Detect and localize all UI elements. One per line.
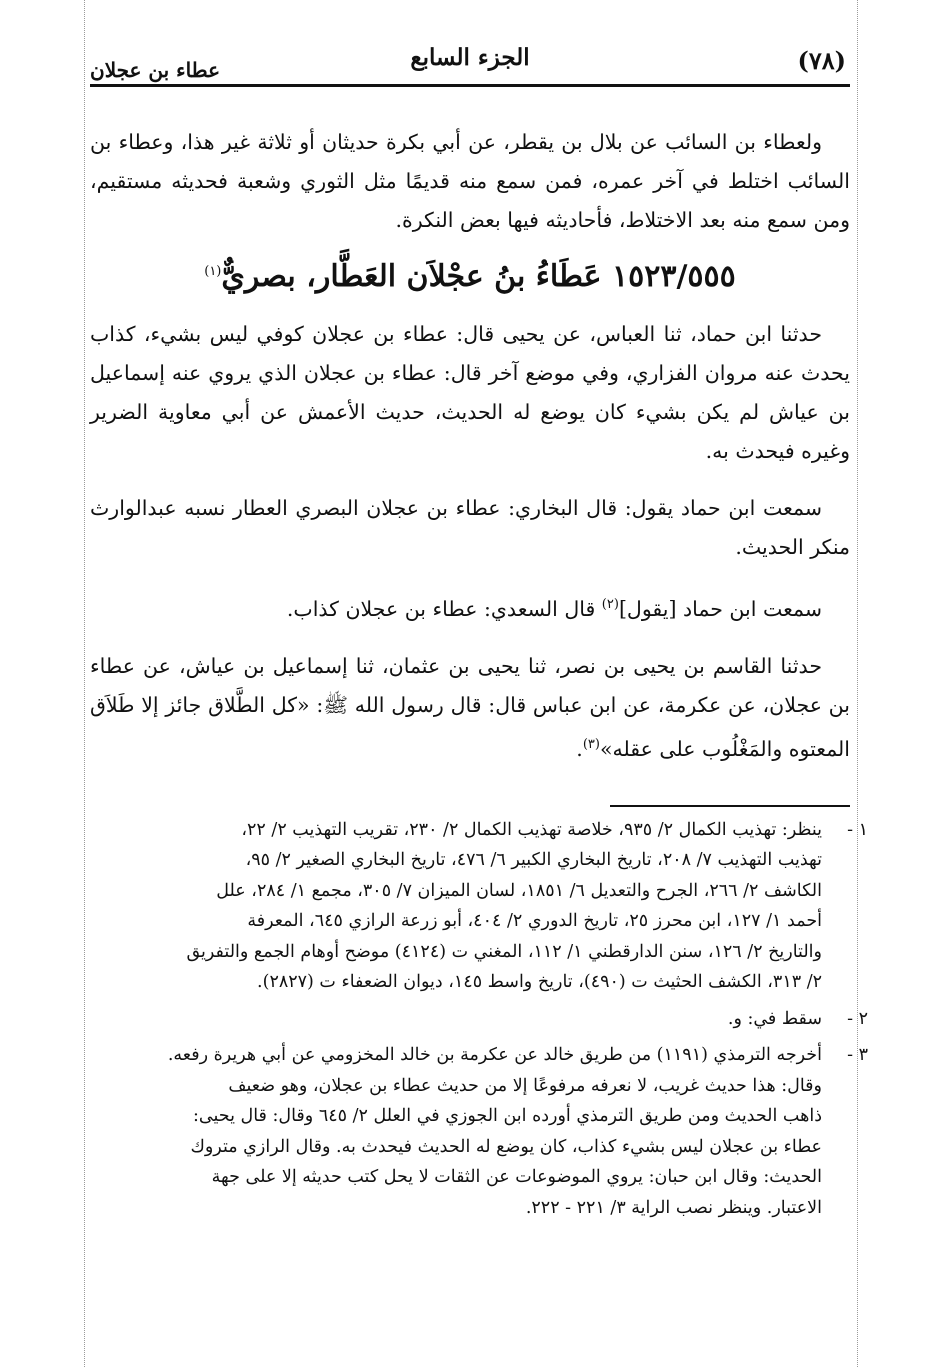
hadith-paragraph: حدثنا القاسم بن يحيى بن نصر، ثنا يحيى بن عثمان، ثنا إسماعيل بن عياش، عن عطاء بن عجلان، عن عكرمة، عن ابن عباس قال: قال رسول الله ﷺ: «كل الطَّلاق جائز إلا طَلاَق المعتوه والمَغْلُوب على عقله»$^{(٣)}$. xyxy=(90,653,850,761)
footnote-number: ٣ - xyxy=(847,1045,868,1066)
paragraph: سمعت ابن حماد [يقول]$^{(٢)}$ قال السعدي: عطاء بن عجلان كذاب. xyxy=(286,596,822,621)
entry-heading-text: ١٥٢٣/٥٥٥ عَطَاءُ بنُ عجْلاَن العَطَّار، بصريٌّ xyxy=(221,259,736,294)
volume-title: الجزء السابع xyxy=(410,44,530,71)
footnote-marker: (٢) xyxy=(601,597,619,612)
page-header xyxy=(90,40,850,87)
paragraph: سمعت ابن حماد يقول: قال البخاري: عطاء بن عجلان البصري العطار نسبه عبدالوارث منكر الحديث. xyxy=(90,496,850,559)
footnote-number: ٢ - xyxy=(847,1008,868,1029)
footnotes xyxy=(90,815,868,1224)
intro-paragraph: ولعطاء بن السائب عن بلال بن يقطر، عن أبي بكرة حديثان أو ثلاثة غير هذا، وعطاء بن السائب اختلط في آخر عمره، فمن سمع منه قديمًا مثل الثوري وشعبة فحديثه مستقيم، ومن سمع منه بعد الاختلاط، فأحاديثه فيها بعض النكرة. xyxy=(90,130,850,232)
paragraph: حدثنا ابن حماد، ثنا العباس، عن يحيى قال: عطاء بن عجلان كوفي ليس بشيء، كذاب يحدث عنه مروان الفزاري، وفي موضع آخر قال: عطاء بن عجلان الذي يروي عنه إسماعيل بن عياش لم يكن بشيء كان يوضع له الحديث، حديث الأعمش عن أبي معاوية الضرير وغيره فيحدث به. xyxy=(90,322,850,463)
scan-margin-line-right xyxy=(857,0,858,1367)
main-text xyxy=(90,123,850,769)
footnote: ٢ - سقط في: و. xyxy=(90,1004,850,1035)
book-page xyxy=(90,40,868,1229)
page-number: (٧٨) xyxy=(797,46,846,75)
footnote: ١ - ينظر: تهذيب الكمال ٢/ ٩٣٥، خلاصة تهذيب الكمال ٢/ ٢٣٠، تقريب التهذيب ٢/ ٢٢، تهذيب التهذيب ٧/ ٢٠٨، تاريخ البخاري الكبير ٦/ ٤٧٦، تاريخ البخاري الصغير ٢/ ٩٥، الكاشف ٢/ ٢٦٦، الجرح والتعديل ٦/ ١٨٥١، لسان الميزان ٧/ ٣٠٥، مجمع ١/ ٢٨٤، علل أحمد ١/ ١٢٧، ابن محرز ٢٥، تاريخ الدوري ٢/ ٤٠٤، أبو زرعة الرازي ٦٤٥، المعرفة والتاريخ ٢/ ١٢٦، سنن الدارقطني ١/ ١١٢، المغني ت (٤١٢٤) موضح أوهام الجمع والتفريق ٢/ ٣١٣، الكشف الحثيث ت (٤٩٠)، تاريخ واسط ١٤٥، ديوان الضعفاء ت (٢٨٢٧). xyxy=(90,815,850,998)
entry-heading xyxy=(90,252,850,297)
footnote-divider xyxy=(610,805,850,807)
footnote-marker: (١) xyxy=(204,264,222,279)
footnote-number: ١ - xyxy=(847,819,868,840)
scan-margin-line-left xyxy=(84,0,85,1367)
footnote-marker: (٣) xyxy=(582,736,600,752)
running-title: عطاء بن عجلان xyxy=(90,58,221,82)
footnote: ٣ - أخرجه الترمذي (١١٩١) من طريق خالد عن عكرمة بن خالد المخزومي عن أبي هريرة رفعه. وقال: هذا حديث غريب، لا نعرفه مرفوعًا إلا من حديث عطاء بن عجلان، وهو ضعيف ذاهب الحديث ومن طريق الترمذي أورده ابن الجوزي في العلل ٢/ ٦٤٥ وقال: قال يحيى: عطاء بن عجلان ليس بشيء كذاب، كان يوضع له الحديث فيحدث به. وقال الرازي متروك الحديث: وقال ابن حبان: يروي الموضوعات عن الثقات لا يحل كتب حديثه إلا على جهة الاعتبار. وينظر نصب الراية ٣/ ٢٢١ - ٢٢٢. xyxy=(90,1040,850,1223)
